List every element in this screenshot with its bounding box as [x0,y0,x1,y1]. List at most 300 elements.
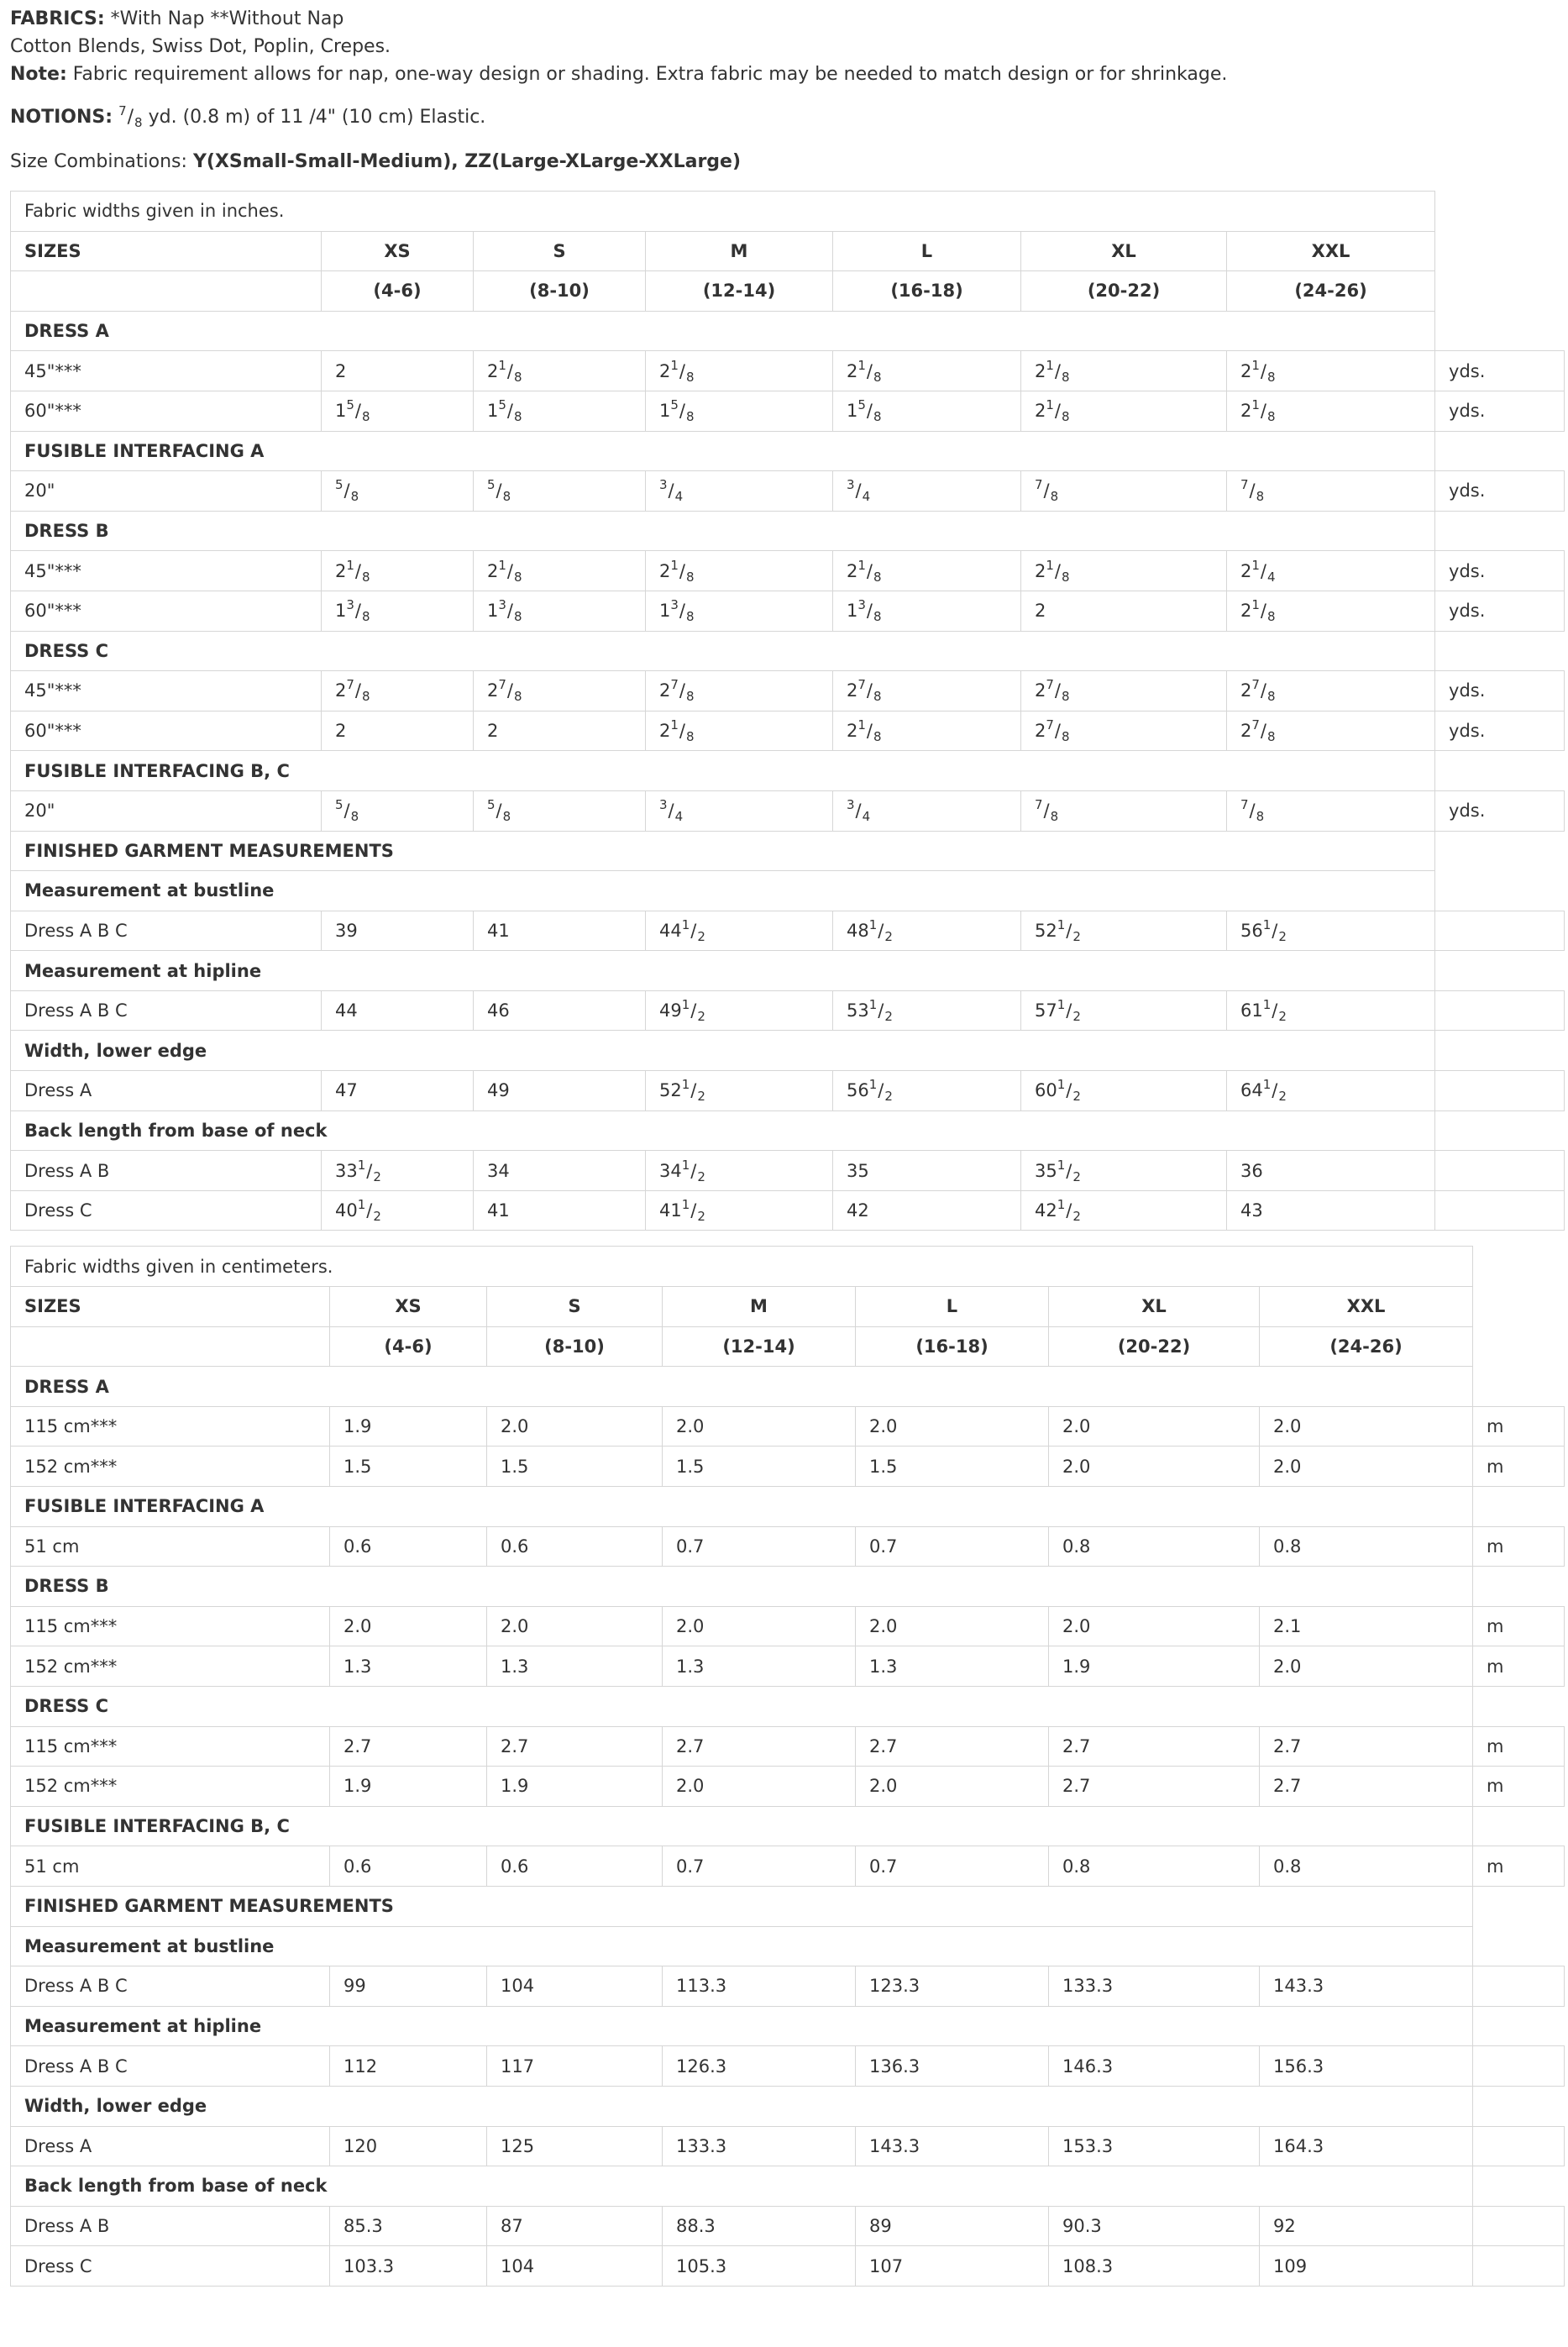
size-ranges-row [11,271,1565,312]
sizes-label: SIZES [11,1287,330,1327]
table-cell: $1^5/_8$ [646,391,833,431]
size-range: (16-18) [856,1326,1049,1367]
table-cell: 39 [322,911,474,951]
table-row [11,790,1565,831]
table-cell: 109 [1260,2246,1473,2287]
table-cell: 2.7 [856,1726,1049,1767]
table-cell: $1^3/_8$ [833,591,1021,631]
table-row [11,671,1565,711]
section-title-row [11,951,1565,991]
table-cell: 2.0 [1260,1646,1473,1687]
table-cell: $2^7/_8$ [646,671,833,711]
unit-label: m [1473,1447,1565,1487]
metric-yardage-table [10,1246,1565,2286]
size-range: (24-26) [1260,1326,1473,1367]
section-title-row [11,831,1565,871]
unit-label: yds. [1435,391,1565,431]
table-cell: $^7/_8$ [1227,790,1435,831]
table-cell: 1.9 [1049,1646,1260,1687]
table-cell: 2.0 [856,1406,1049,1447]
size-range: (20-22) [1049,1326,1260,1367]
table-cell: 89 [856,2206,1049,2246]
table-cell: $2^1/_8$ [646,351,833,391]
imperial-yardage-table [10,191,1565,1231]
table-cell: 133.3 [1049,1966,1260,2007]
table-cell: $2^1/_8$ [833,551,1021,591]
table-cell: $^5/_8$ [474,471,646,512]
table-cell: $34^1/_2$ [646,1151,833,1191]
table-cell: 156.3 [1260,2046,1473,2087]
table-cell: 2.0 [1260,1406,1473,1447]
table-cell: 0.7 [663,1526,856,1567]
table-cell: $2^1/_8$ [322,551,474,591]
table-cell: $2^1/_8$ [646,551,833,591]
row-label: 60"*** [11,591,322,631]
table-cell: $49^1/_2$ [646,990,833,1031]
note-text: Fabric requirement allows for nap, one-way design or shading. Extra fabric may be needed to match design or for shrinkage. [72,64,1228,85]
table-cell: $2^1/_8$ [474,351,646,391]
table-cell: $^3/_4$ [646,790,833,831]
table-cell: $2^1/_4$ [1227,551,1435,591]
size-header: XS [330,1287,487,1327]
table-cell: 2.0 [1049,1606,1260,1646]
table-cell: 1.3 [663,1646,856,1687]
row-label: Dress A B C [11,990,322,1031]
table-row [11,2046,1565,2087]
unit-label: yds. [1435,551,1565,591]
table-cell: 146.3 [1049,2046,1260,2087]
table-cell: $56^1/_2$ [833,1071,1021,1111]
table-cell: 126.3 [663,2046,856,2087]
size-header: S [487,1287,663,1327]
size-range: (12-14) [663,1326,856,1367]
table-cell: 108.3 [1049,2246,1260,2287]
table-row [11,471,1565,512]
table-cell: 1.9 [330,1406,487,1447]
row-label: Dress C [11,1190,322,1231]
table-row [11,1726,1565,1767]
table-cell: 0.7 [856,1526,1049,1567]
section-title: DRESS C [11,631,1435,671]
table-cell: $57^1/_2$ [1021,990,1227,1031]
table-row [11,911,1565,951]
table-cell: $53^1/_2$ [833,990,1021,1031]
notions-fraction: $^7/_8$ [118,103,143,130]
table-cell: $1^5/_8$ [833,391,1021,431]
table-cell: 2.0 [487,1606,663,1646]
table-cell: 0.8 [1049,1526,1260,1567]
table-cell: 117 [487,2046,663,2087]
table-cell: 1.5 [856,1447,1049,1487]
table-cell: 0.6 [330,1526,487,1567]
unit-label: yds. [1435,471,1565,512]
table-row [11,391,1565,431]
size-header: XL [1049,1287,1260,1327]
table-cell: $2^7/_8$ [1227,671,1435,711]
table-cell: $2^1/_8$ [1021,351,1227,391]
section-title-row [11,1886,1565,1926]
unit-label: yds. [1435,790,1565,831]
size-range: (24-26) [1227,271,1435,312]
section-title-row [11,1487,1565,1527]
notions-frac-den: 8 [134,115,143,130]
table-cell: 88.3 [663,2206,856,2246]
table-cell: 1.5 [663,1447,856,1487]
table-cell: 0.6 [487,1526,663,1567]
table-cell: 103.3 [330,2246,487,2287]
table-cell: 90.3 [1049,2206,1260,2246]
section-title: FUSIBLE INTERFACING A [11,1487,1473,1527]
section-title: FUSIBLE INTERFACING A [11,431,1435,471]
section-title-row [11,751,1565,791]
section-title: FINISHED GARMENT MEASUREMENTS [11,1886,1473,1926]
section-title: DRESS A [11,311,1435,351]
size-range: (20-22) [1021,271,1227,312]
size-combinations-label: Size Combinations: [10,151,187,172]
table-row [11,1846,1565,1887]
row-label: 45"*** [11,351,322,391]
row-label: 115 cm*** [11,1606,330,1646]
table-cell: 0.6 [330,1846,487,1887]
table-cell: 2.7 [1049,1767,1260,1807]
row-label: 45"*** [11,671,322,711]
size-combinations-line [10,148,1558,176]
table-row [11,591,1565,631]
table-cell: $^3/_4$ [833,471,1021,512]
size-header: XS [322,231,474,271]
table-cell: $2^1/_8$ [833,711,1021,751]
size-combinations-value: Y(XSmall-Small-Medium), ZZ(Large-XLarge-XXLarge) [192,151,742,172]
table-cell: $2^1/_8$ [1227,351,1435,391]
fabric-notes [10,5,1558,176]
table-cell: 2.7 [487,1726,663,1767]
section-title-row [11,511,1565,551]
table-cell: $2^7/_8$ [833,671,1021,711]
section-title-row [11,1686,1565,1726]
size-ranges-row [11,1326,1565,1367]
table-cell: 136.3 [856,2046,1049,2087]
table-cell: 2.0 [663,1767,856,1807]
table-cell: 113.3 [663,1966,856,2007]
table-cell: $56^1/_2$ [1227,911,1435,951]
table-cell: $61^1/_2$ [1227,990,1435,1031]
table-cell: $60^1/_2$ [1021,1071,1227,1111]
table-cell: $^5/_8$ [322,471,474,512]
unit-label: m [1473,1846,1565,1887]
size-header: XL [1021,231,1227,271]
row-label: 60"*** [11,711,322,751]
section-title: DRESS C [11,1686,1473,1726]
table-row [11,2126,1565,2166]
table-cell: 43 [1227,1190,1435,1231]
table-cell: $^7/_8$ [1227,471,1435,512]
notions-line [10,103,1558,131]
section-title: DRESS B [11,511,1435,551]
sizes-header-row [11,231,1565,271]
sizes-label: SIZES [11,231,322,271]
fabrics-line [10,5,1558,33]
table-cell: $64^1/_2$ [1227,1071,1435,1111]
row-label: 45"*** [11,551,322,591]
table-cell: 1.5 [330,1447,487,1487]
row-label: Dress A B C [11,911,322,951]
table-cell: 2.0 [1260,1447,1473,1487]
table-cell: 2.7 [1049,1726,1260,1767]
table-cell: 2.1 [1260,1606,1473,1646]
section-title: Back length from base of neck [11,2166,1473,2207]
row-label: 115 cm*** [11,1726,330,1767]
table-row [11,990,1565,1031]
section-title: Back length from base of neck [11,1110,1435,1151]
table-cell: 2 [1021,591,1227,631]
table-cell: 1.9 [487,1767,663,1807]
section-title-row [11,1031,1565,1071]
table-cell: $2^7/_8$ [1227,711,1435,751]
size-header: S [474,231,646,271]
notions-frac-num: 7 [118,103,127,118]
table-cell: $1^5/_8$ [474,391,646,431]
table-cell: 104 [487,1966,663,2007]
notions-label: NOTIONS: [10,107,113,128]
section-title-row [11,2166,1565,2207]
fabrics-label: FABRICS: [10,8,105,29]
table-cell: $44^1/_2$ [646,911,833,951]
table-caption-row [11,1247,1565,1287]
table-cell: 2.0 [1049,1447,1260,1487]
table-cell: 2.0 [856,1606,1049,1646]
section-title: FUSIBLE INTERFACING B, C [11,1806,1473,1846]
row-label: Dress C [11,2246,330,2287]
table-cell: 143.3 [856,2126,1049,2166]
row-label: 20" [11,471,322,512]
row-label: 115 cm*** [11,1406,330,1447]
unit-label: yds. [1435,711,1565,751]
table-cell: 85.3 [330,2206,487,2246]
size-header: XXL [1227,231,1435,271]
size-range: (4-6) [330,1326,487,1367]
table-row [11,1966,1565,2007]
table-cell: 2.7 [330,1726,487,1767]
table-cell: 107 [856,2246,1049,2287]
table-cell: $1^5/_8$ [322,391,474,431]
table-cell: $2^1/_8$ [833,351,1021,391]
section-title: DRESS B [11,1567,1473,1607]
table-row [11,1767,1565,1807]
table-cell: 2.7 [1260,1726,1473,1767]
table-cell: $2^1/_8$ [1021,551,1227,591]
row-label: Dress A B C [11,2046,330,2087]
table-cell: 42 [833,1190,1021,1231]
table-cell: 133.3 [663,2126,856,2166]
table-row [11,1071,1565,1111]
table-cell: 143.3 [1260,1966,1473,2007]
section-title-row [11,2086,1565,2126]
table-cell: $48^1/_2$ [833,911,1021,951]
section-title: Measurement at hipline [11,2006,1473,2046]
table-cell: $1^3/_8$ [646,591,833,631]
section-title-row [11,2006,1565,2046]
section-title: FINISHED GARMENT MEASUREMENTS [11,831,1435,871]
table-row [11,1646,1565,1687]
table-cell: 36 [1227,1151,1435,1191]
table-cell: 2.0 [663,1606,856,1646]
table-cell: $^5/_8$ [474,790,646,831]
table-cell: 2.0 [856,1767,1049,1807]
row-label: 60"*** [11,391,322,431]
section-title: FUSIBLE INTERFACING B, C [11,751,1435,791]
table-cell: $52^1/_2$ [1021,911,1227,951]
section-title: Measurement at hipline [11,951,1435,991]
table-cell: 0.8 [1049,1846,1260,1887]
fabric-list: Cotton Blends, Swiss Dot, Poplin, Crepes. [10,36,391,57]
table-cell: 1.3 [487,1646,663,1687]
section-title-row [11,1367,1565,1407]
table-cell: 104 [487,2246,663,2287]
unit-label: m [1473,1726,1565,1767]
table-cell: $2^1/_8$ [1227,391,1435,431]
table-cell: 1.3 [330,1646,487,1687]
table-cell: 1.3 [856,1646,1049,1687]
table-cell: 2.0 [330,1606,487,1646]
table-cell: $^5/_8$ [322,790,474,831]
table-cell: 46 [474,990,646,1031]
table-cell: 44 [322,990,474,1031]
unit-label: m [1473,1767,1565,1807]
table-cell: 153.3 [1049,2126,1260,2166]
size-header: XXL [1260,1287,1473,1327]
unit-label: yds. [1435,671,1565,711]
table-cell: $^7/_8$ [1021,471,1227,512]
size-range: (8-10) [474,271,646,312]
table-cell: $1^3/_8$ [474,591,646,631]
table-cell: 2.0 [663,1406,856,1447]
table-cell: 164.3 [1260,2126,1473,2166]
unit-label: m [1473,1606,1565,1646]
section-title-row [11,1926,1565,1966]
unit-label: m [1473,1406,1565,1447]
sizes-header-row [11,1287,1565,1327]
table-cell: 87 [487,2206,663,2246]
row-label: Dress A B C [11,1966,330,2007]
table-cell: 49 [474,1071,646,1111]
table-row [11,1447,1565,1487]
table-cell: 125 [487,2126,663,2166]
row-label: Dress A B [11,2206,330,2246]
table-cell: 0.8 [1260,1846,1473,1887]
table-cell: 120 [330,2126,487,2166]
table-row [11,1406,1565,1447]
table-cell: $2^1/_8$ [1021,391,1227,431]
row-label: Dress A [11,1071,322,1111]
table-cell: 35 [833,1151,1021,1191]
section-title-row [11,871,1565,911]
table-cell: 0.7 [856,1846,1049,1887]
unit-label: yds. [1435,351,1565,391]
table-cell: 2 [322,351,474,391]
table-cell: 34 [474,1151,646,1191]
table-cell: $33^1/_2$ [322,1151,474,1191]
table-caption: Fabric widths given in centimeters. [11,1247,1473,1287]
table-cell: 0.8 [1260,1526,1473,1567]
table-cell: 2.0 [1049,1406,1260,1447]
table-cell: 0.7 [663,1846,856,1887]
table-cell: 41 [474,911,646,951]
section-title-row [11,431,1565,471]
table-cell: 112 [330,2046,487,2087]
table-row [11,1606,1565,1646]
size-header: M [663,1287,856,1327]
table-cell: $42^1/_2$ [1021,1190,1227,1231]
table-row [11,1151,1565,1191]
table-cell: 105.3 [663,2246,856,2287]
section-title-row [11,1110,1565,1151]
table-cell: $2^7/_8$ [1021,711,1227,751]
fabrics-text: *With Nap **Without Nap [110,8,344,29]
table-cell: $2^1/_8$ [646,711,833,751]
table-cell: 2 [474,711,646,751]
table-cell: $41^1/_2$ [646,1190,833,1231]
size-range: (4-6) [322,271,474,312]
table-cell: $^3/_4$ [833,790,1021,831]
unit-label: m [1473,1646,1565,1687]
size-range: (16-18) [833,271,1021,312]
size-header: L [856,1287,1049,1327]
table-cell: 2.7 [663,1726,856,1767]
table-cell: $^3/_4$ [646,471,833,512]
table-cell: 1.5 [487,1447,663,1487]
table-cell: 2.0 [487,1406,663,1447]
table-cell: 1.9 [330,1767,487,1807]
size-range: (12-14) [646,271,833,312]
table-cell: $2^7/_8$ [322,671,474,711]
table-row [11,351,1565,391]
table-row [11,2206,1565,2246]
size-header: M [646,231,833,271]
table-cell: $2^7/_8$ [474,671,646,711]
table-cell: $^7/_8$ [1021,790,1227,831]
section-title: Width, lower edge [11,1031,1435,1071]
table-row [11,1526,1565,1567]
row-label: Dress A [11,2126,330,2166]
section-title: Measurement at bustline [11,871,1435,911]
table-caption: Fabric widths given in inches. [11,192,1435,232]
size-header: L [833,231,1021,271]
table-cell: $2^7/_8$ [1021,671,1227,711]
size-range: (8-10) [487,1326,663,1367]
table-cell: 2.7 [1260,1767,1473,1807]
row-label: 51 cm [11,1846,330,1887]
section-title-row [11,311,1565,351]
row-label: 152 cm*** [11,1767,330,1807]
unit-label: yds. [1435,591,1565,631]
row-label: Dress A B [11,1151,322,1191]
section-title: Measurement at bustline [11,1926,1473,1966]
section-title: Width, lower edge [11,2086,1473,2126]
table-cell: 47 [322,1071,474,1111]
section-title: DRESS A [11,1367,1473,1407]
table-row [11,551,1565,591]
table-cell: 92 [1260,2206,1473,2246]
section-title-row [11,1567,1565,1607]
table-row [11,2246,1565,2287]
row-label: 51 cm [11,1526,330,1567]
note-line [10,60,1558,88]
table-cell: $35^1/_2$ [1021,1151,1227,1191]
table-cell: $52^1/_2$ [646,1071,833,1111]
table-cell: 41 [474,1190,646,1231]
unit-label: m [1473,1526,1565,1567]
table-cell: 99 [330,1966,487,2007]
